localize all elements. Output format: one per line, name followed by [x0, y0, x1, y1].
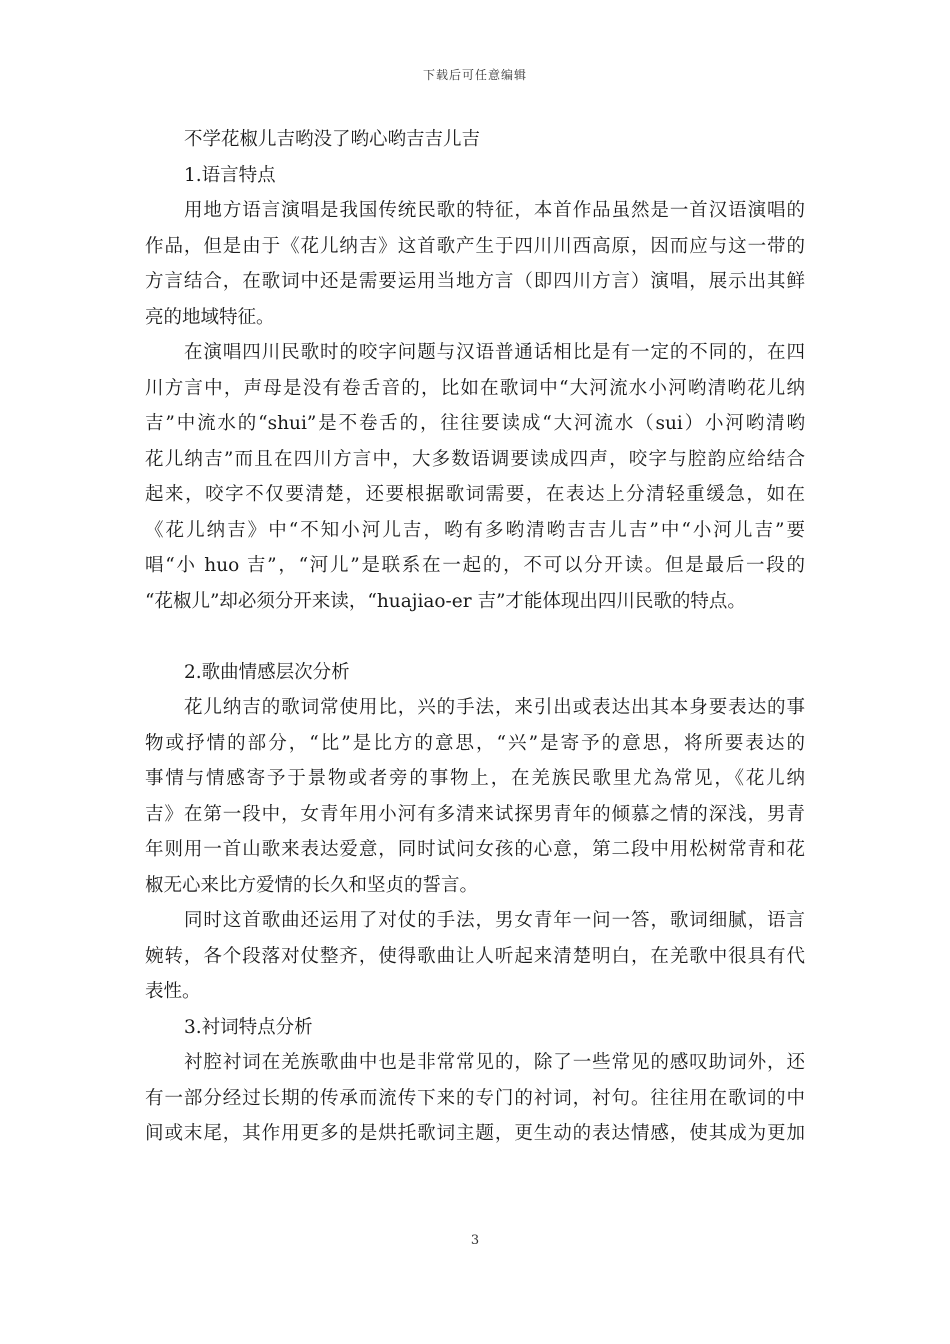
paragraph-line: 年则用一首山歌来表达爱意，同时试问女孩的心意，第二段中用松树常青和花	[145, 839, 805, 860]
section-heading-emotion: 2.歌曲情感层次分析	[184, 661, 350, 683]
paragraph-line: 作品，但是由于《花儿纳吉》这首歌产生于四川川西高原，因而应与这一带的	[145, 235, 805, 257]
document-body	[145, 122, 805, 1152]
paragraph-line: 亮的地域特征。	[145, 306, 275, 328]
paragraph-line: 起来，咬字不仅要清楚，还要根据歌词需要，在表达上分清轻重缓急，如在	[145, 484, 805, 505]
paragraph-line: 物或抒情的部分，“比”是比方的意思，“兴”是寄予的意思，将所要表达的	[145, 732, 805, 754]
paragraph-line: 唱“小 huo 吉”，“河儿”是联系在一起的，不可以分开读。但是最后一段的	[145, 555, 805, 576]
paragraph-line: 同时这首歌曲还运用了对仗的手法，男女青年一问一答，歌词细腻，语言	[184, 910, 805, 931]
page-number: 3	[470, 1233, 480, 1248]
paragraph-line: 事情与情感寄予于景物或者旁的事物上，在羌族民歌里尤為常见，《花儿纳	[145, 768, 805, 789]
paragraph-line: 表性。	[145, 981, 201, 1002]
blank-line	[145, 619, 805, 655]
paragraph-line: 《花儿纳吉》中“不知小河儿吉，哟有多哟清哟吉吉儿吉”中“小河儿吉”要	[145, 519, 805, 541]
paragraph-line: 吉”中流水的“shui”是不卷舌的，往往要读成“大河流水（sui）小河哟清哟	[145, 413, 805, 434]
paragraph-line: 在演唱四川民歌时的咬字问题与汉语普通话相比是有一定的不同的，在四	[184, 342, 805, 363]
lyric-tail-line: 不学花椒儿吉哟没了哟心哟吉吉儿吉	[184, 129, 481, 150]
paragraph-line: 吉》在第一段中，女青年用小河有多清来试探男青年的倾慕之情的深浅，男青	[145, 803, 805, 825]
paragraph-line: 椒无心来比方爱情的长久和坚贞的誓言。	[145, 874, 479, 896]
paragraph-line: 花儿纳吉”而且在四川方言中，大多数语调要读成四声，咬字与腔韵应给结合	[145, 448, 805, 470]
paragraph-line: 有一部分经过长期的传承而流传下来的专门的衬词，衬句。往往用在歌词的中	[145, 1087, 805, 1109]
paragraph-line: 花儿纳吉的歌词常使用比，兴的手法，来引出或表达出其本身要表达的事	[184, 697, 805, 718]
paragraph-line: 用地方语言演唱是我国传统民歌的特征，本首作品虽然是一首汉语演唱的	[184, 200, 805, 221]
paragraph-line: 间或末尾，其作用更多的是烘托歌词主题，更生动的表达情感，使其成为更加	[145, 1123, 805, 1144]
section-heading-language: 1.语言特点	[184, 164, 276, 186]
paragraph-line: 方言结合，在歌词中还是需要运用当地方言（即四川方言）演唱，展示出其鲜	[145, 271, 805, 292]
paragraph-line: “花椒儿”却必须分开来读，“huajiao-er 吉”才能体现出四川民歌的特点。	[145, 590, 746, 612]
paragraph-line: 婉转，各个段落对仗整齐，使得歌曲让人听起来清楚明白，在羌歌中很具有代	[145, 945, 805, 967]
paragraph-line: 川方言中，声母是没有卷舌音的，比如在歌词中“大河流水小河哟清哟花儿纳	[145, 377, 805, 399]
section-heading-filler-words: 3.衬词特点分析	[184, 1016, 313, 1038]
paragraph-line: 衬腔衬词在羌族歌曲中也是非常常见的，除了一些常见的感叹助词外，还	[184, 1052, 805, 1073]
page-header: 下载后可任意编辑	[422, 68, 527, 82]
